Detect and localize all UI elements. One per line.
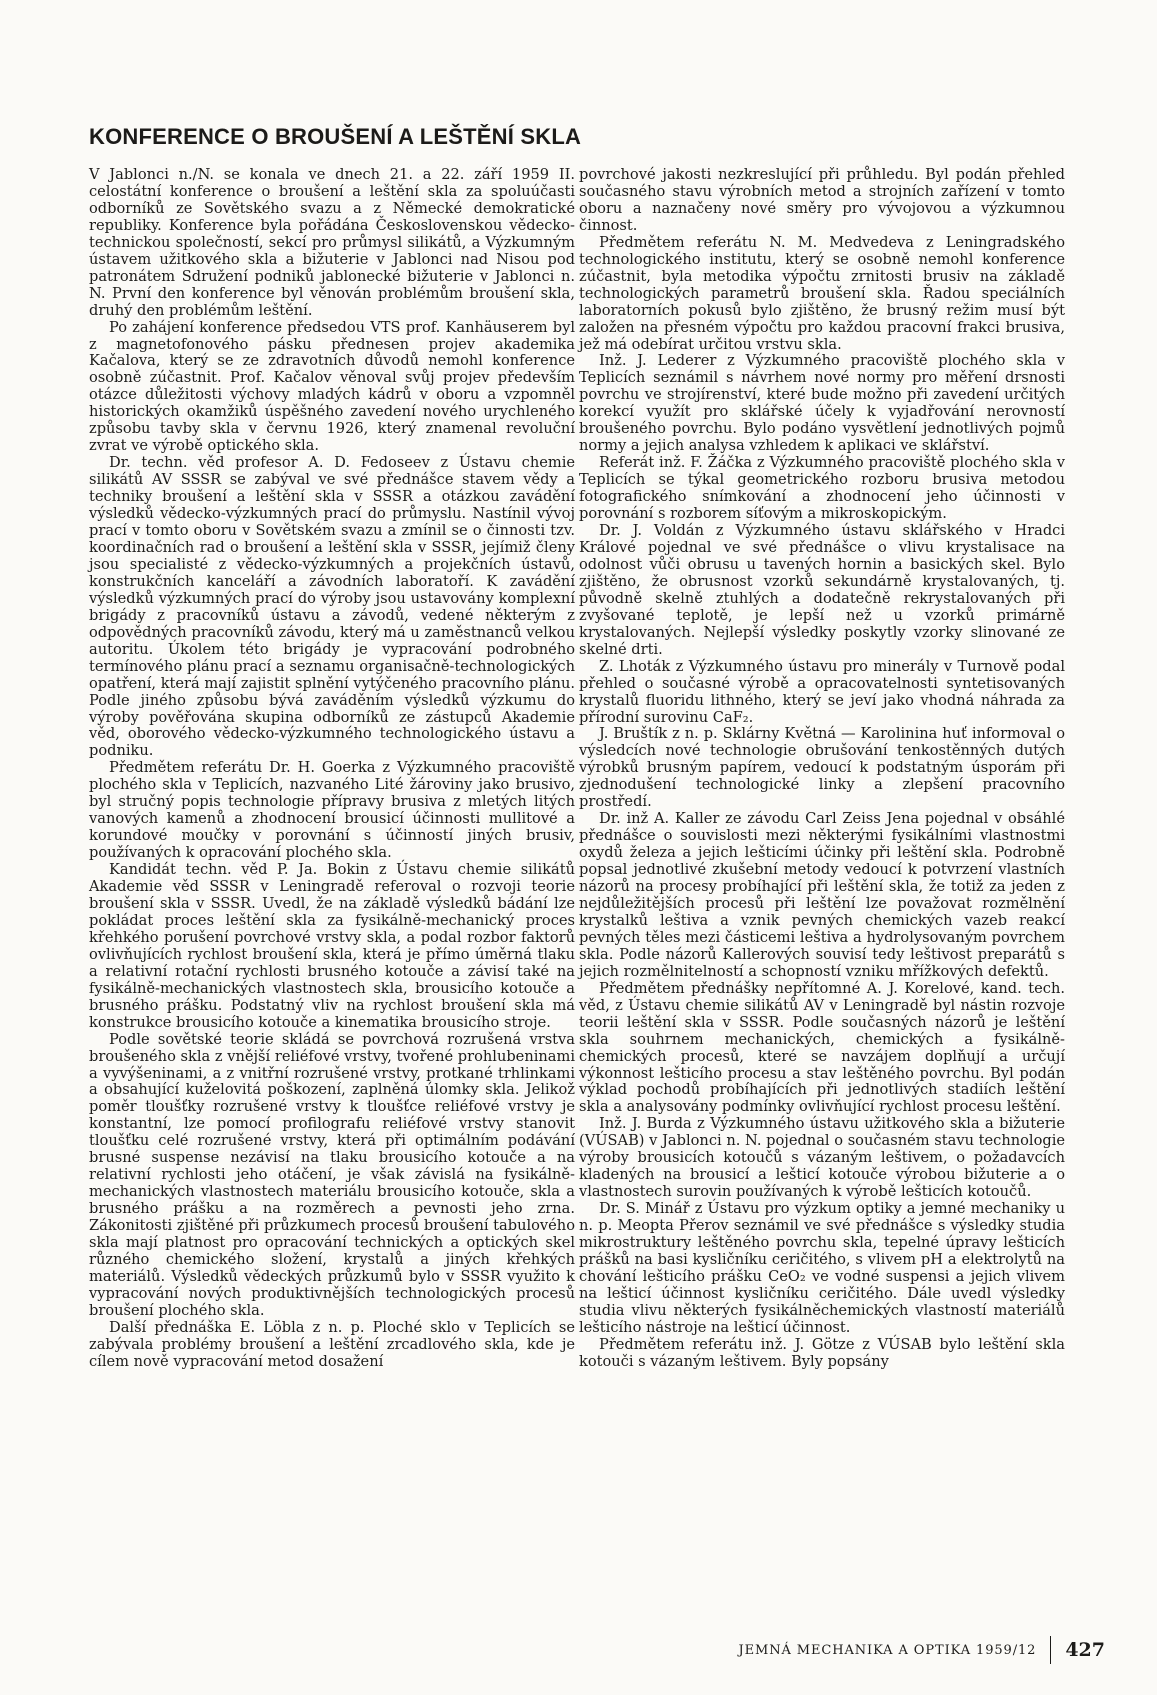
paragraph: Kandidát techn. věd P. Ja. Bokin z Ústavu chemie silikátů Akademie věd SSSR v Leningradě referoval o rozvoji teorie broušení skla v SSSR. Uvedl, že na základě výsledků bádání lze pokládat proces leštění skla za fysikálně-mechanický proces křehkého porušení povrchové vrstvy skla, a podal rozbor faktorů ovlivňujících rychlost broušení skla, která je přímo úměrná tlaku a relativní rotační rychlosti brusného kotouče a závisí také na fysikálně-mechanických vlastnostech skla, brousicího kotouče a brusného prášku. Podstatný vliv na rychlost broušení skla má konstrukce brousicího kotouče a kinematika brousicího stroje.: [89, 861, 575, 1031]
paragraph: J. Bruštík z n. p. Sklárny Květná — Karolinina huť informoval o výsledcích nové technologie obrušování tenkostěnných dutých výrobků brusným papírem, vedoucí k podstatným úsporám při zjednodušení technologické linky a zlepšení pracovního prostředí.: [579, 725, 1065, 811]
paragraph: Předmětem přednášky nepřítomné A. J. Korelové, kand. tech. věd, z Ústavu chemie silikátů AV v Leningradě byl nástin rozvoje teorii leštění skla v SSSR. Podle současných názorů je leštění skla souhrnem mechanických, chemických a fysikálně-chemických procesů, které se navzájem doplňují a určují výkonnost lešticího procesu a stav leštěného povrchu. Byl podán výklad pochodů probíhajících při jednotlivých stadiích leštění skla a analysovány podmínky ovlivňující rychlost procesu leštění.: [579, 979, 1065, 1116]
paragraph: Inž. J. Burda z Výzkumného ústavu užitkového skla a bižuterie (VÚSAB) v Jablonci n. N. pojednal o současném stavu technologie výroby brousicích kotoučů s vázaným leštivem, o požadavcích kladených na brousicí a lešticí kotouče výrobou bižuterie a o vlastnostech surovin používaných k výrobě lešticích kotoučů.: [579, 1115, 1065, 1201]
paragraph: Předmětem referátu Dr. H. Goerka z Výzkumného pracoviště plochého skla v Teplicích, nazvaného Lité žároviny jako brusivo, byl stručný popis technologie přípravy brusiva z mletých litých vanových kamenů a zhodnocení brousicí účinnosti mullitové a korundové moučky v porovnání s účinností jiných brusiv, používaných k opracování plochého skla.: [89, 759, 575, 862]
article-title: KONFERENCE O BROUŠENÍ A LEŠTĚNÍ SKLA: [89, 124, 582, 149]
right-text-column: [579, 167, 1065, 1371]
paragraph: Podle sovětské teorie skládá se povrchová rozrušená vrstva broušeného skla z vnější reliéfové vrstvy, tvořené prohlubeninami a vyvýšeninami, a z vnitřní rozrušené vrstvy, protkané trhlinkami a obsahující kuželovitá poškození, zaplněná úlomky skla. Jelikož poměr tloušťky rozrušené vrstvy k tloušťce reliéfové vrstvy je konstantní, lze pomocí profilografu reliéfové vrstvy stanovit tloušťku celé rozrušené vrstvy, která při optimálním podávání brusné suspense nezávisí na tlaku brousicího kotouče a na relativní rychlosti jeho otáčení, je však závislá na fysikálně-mechanických vlastnostech materiálu brousicího kotouče, skla a brusného prášku a na rozměrech a pevnosti jeho zrna. Zákonitosti zjištěné při průzkumech procesů broušení tabulového skla mají platnost pro opracování technických a optických skel různého chemického složení, krystalů a jiných křehkých materiálů. Výsledků vědeckých průzkumů bylo v SSSR využito k vypracování nových produktivnějších technologických procesů broušení plochého skla.: [89, 1030, 575, 1319]
paragraph: Dr. techn. věd profesor A. D. Fedosеev z Ústavu chemie silikátů AV SSSR se zabýval ve své přednášce stavem vědy a techniky broušení a leštění skla v SSSR a otázkou zavádění výsledků vědecko-výzkumných prací do průmyslu. Nastínil vývoj prací v tomto oboru v Sovětském svazu a zmínil se o činnosti tzv. koordinačních rad o broušení a leštění skla v SSSR, jejímiž členy jsou specialisté z vědecko-výzkumných a projekčních ústavů, konstrukčních kanceláří a závodních laboratoří. K zavádění výsledků výzkumných prací do výroby jsou ustavovány komplexní brigády z pracovníků ústavu a závodů, vedené některým z odpovědných pracovníků závodu, který má u zaměstnanců velkou autoritu. Úkolem této brigády je vypracování podrobného termínového plánu prací a seznamu organisačně-technologických opatření, která mají zajistit splnění vytýčeného pracovního plánu. Podle jiného způsobu bývá zaváděním výsledků výzkumu do výroby pověřována skupina odborníků ze zástupců Akademie věd, oborového vědecko-výzkumného technologického ústavu a podniku.: [89, 454, 575, 760]
paragraph: Inž. J. Lederer z Výzkumného pracoviště plochého skla v Teplicích seznámil s návrhem nové normy pro měření drsnosti povrchu ve strojírenství, které bude možno při zavedení určitých korekcí využít pro sklářské účely k vyjadřování nerovností broušeného povrchu. Bylo podáno vysvětlení jednotlivých pojmů normy a jejich analysa vzhledem k aplikaci ve sklářství.: [579, 352, 1065, 455]
paragraph: Z. Lhoták z Výzkumného ústavu pro minerály v Turnově podal přehled o současné výrobě a opracovatelnosti syntetisovaných krystalů fluoridu lithného, který se jeví jako vhodná náhrada za přírodní surovinu CaF₂.: [579, 657, 1065, 726]
paragraph: Dr. J. Voldán z Výzkumného ústavu sklářského v Hradci Králové pojednal ve své přednášce o vlivu krystalisace na odolnost vůči obrusu u tavených hornin a basických skel. Bylo zjištěno, že obrusnost vzorků sekundárně krystalovaných, tj. původně skelně ztuhlých a dodatečně rekrystalovaných při zvyšované teplotě, je lepší než u vzorků primárně krystalovaných. Nejlepší výsledky poskytly vzorky slinované ze skelné drti.: [579, 522, 1065, 658]
footer-divider: [1050, 1636, 1051, 1664]
paragraph: Dr. inž A. Kaller ze závodu Carl Zeiss Jena pojednal v obsáhlé přednášce o souvislosti mezi některými fysikálními vlastnostmi oxydů železa a jejich lešticími účinky při leštění skla. Podrobně popsal jednotlivé zkušební metody vedoucí k potvrzení vlastních názorů na procesy probíhající při leštění skla, že totiž za jeden z nejdůležitějších procesů při leštění lze považovat rozmělnění krystalků leštiva a vznik pevných chemických vazeb reakcí pevných těles mezi částicemi leštiva a hydrolysovaným povrchem skla. Podle názorů Kallerových souvisí tedy leštivost preparátů s jejich rozmělnitelností a schopností vzniku mřížkových defektů.: [579, 810, 1065, 980]
paragraph: Předmětem referátu inž. J. Götze z VÚSAB bylo leštění skla kotouči s vázaným leštivem. Byly popsány: [579, 1335, 1065, 1370]
left-text-column: [89, 167, 575, 1371]
page-number: 427: [1065, 1639, 1105, 1661]
page-footer: [738, 1636, 1105, 1664]
paragraph: Referát inž. F. Žáčka z Výzkumného pracoviště plochého skla v Teplicích se týkal geometrického rozboru brusiva metodou fotografického snímkování a zhodnocení jeho účinnosti v porovnání s rozborem síťovým a mikroskopickým.: [579, 454, 1065, 523]
paragraph: povrchové jakosti nezkreslující při průhledu. Byl podán přehled současného stavu výrobních metod a strojních zařízení v tomto oboru a naznačeny nové směry pro vývojovou a výzkumnou činnost.: [579, 166, 1065, 234]
journal-name: JEMNÁ MECHANIKA A OPTIKA 1959/12: [738, 1642, 1037, 1658]
paragraph: Další přednáška E. Löbla z n. p. Ploché sklo v Teplicích se zabývala problémy broušení a leštění zrcadlového skla, kde je cílem nově vypracování metod dosažení: [89, 1318, 575, 1370]
paragraph: Dr. S. Minář z Ústavu pro výzkum optiky a jemné mechaniky u n. p. Meopta Přerov seznámil ve své přednášce s výsledky studia mikrostruktury leštěného povrchu skla, tepelné úpravy lešticích prášků na basi kysličníku ceričitého, s vlivem pH a elektrolytů na chování lešticího prášku CeO₂ ve vodné suspensi a jejich vlivem na lešticí účinnost kysličníku ceričitého. Dále uvedl výsledky studia vlivu některých fysikálněchemických vlastností materiálů lešticího nástroje na lešticí účinnost.: [579, 1200, 1065, 1336]
paragraph: Předmětem referátu N. M. Medvedeva z Leningradského technologického institutu, který se osobně nemohl konference zúčastnit, byla metodika výpočtu zrnitosti brusiv na základě technologických parametrů broušení skla. Řadou speciálních laboratorních pokusů bylo zjištěno, že brusný režim musí být založen na přesném výpočtu pro každou pracovní frakci brusiva, jež má odebírat určitou vrstvu skla.: [579, 233, 1065, 353]
paragraph: V Jablonci n./N. se konala ve dnech 21. a 22. září 1959 II. celostátní konference o broušení a leštění skla za spoluúčasti odborníků ze Sovětského svazu a z Německé demokratické republiky. Konference byla pořádána Československou vědecko-technickou společností, sekcí pro průmysl silikátů, a Výzkumným ústavem užitkového skla a bižuterie v Jablonci nad Nisou pod patronátem Sdružení podniků jablonecké bižuterie v Jablonci n. N. První den konference byl věnován problémům broušení skla, druhý den problémům leštění.: [89, 166, 575, 319]
paragraph: Po zahájení konference předsedou VTS prof. Kanhäuserem byl z magnetofonového pásku přednesen projev akademika Kačalova, který se ze zdravotních důvodů nemohl konference osobně zúčastnit. Prof. Kačalov věnoval svůj projev především otázce důležitosti výchovy mladých kádrů v oboru a vzpomněl historických okamžiků úspěšného zavedení nového urychleného způsobu tavby skla v červnu 1926, který znamenal revoluční zvrat ve výrobě optického skla.: [89, 318, 575, 455]
